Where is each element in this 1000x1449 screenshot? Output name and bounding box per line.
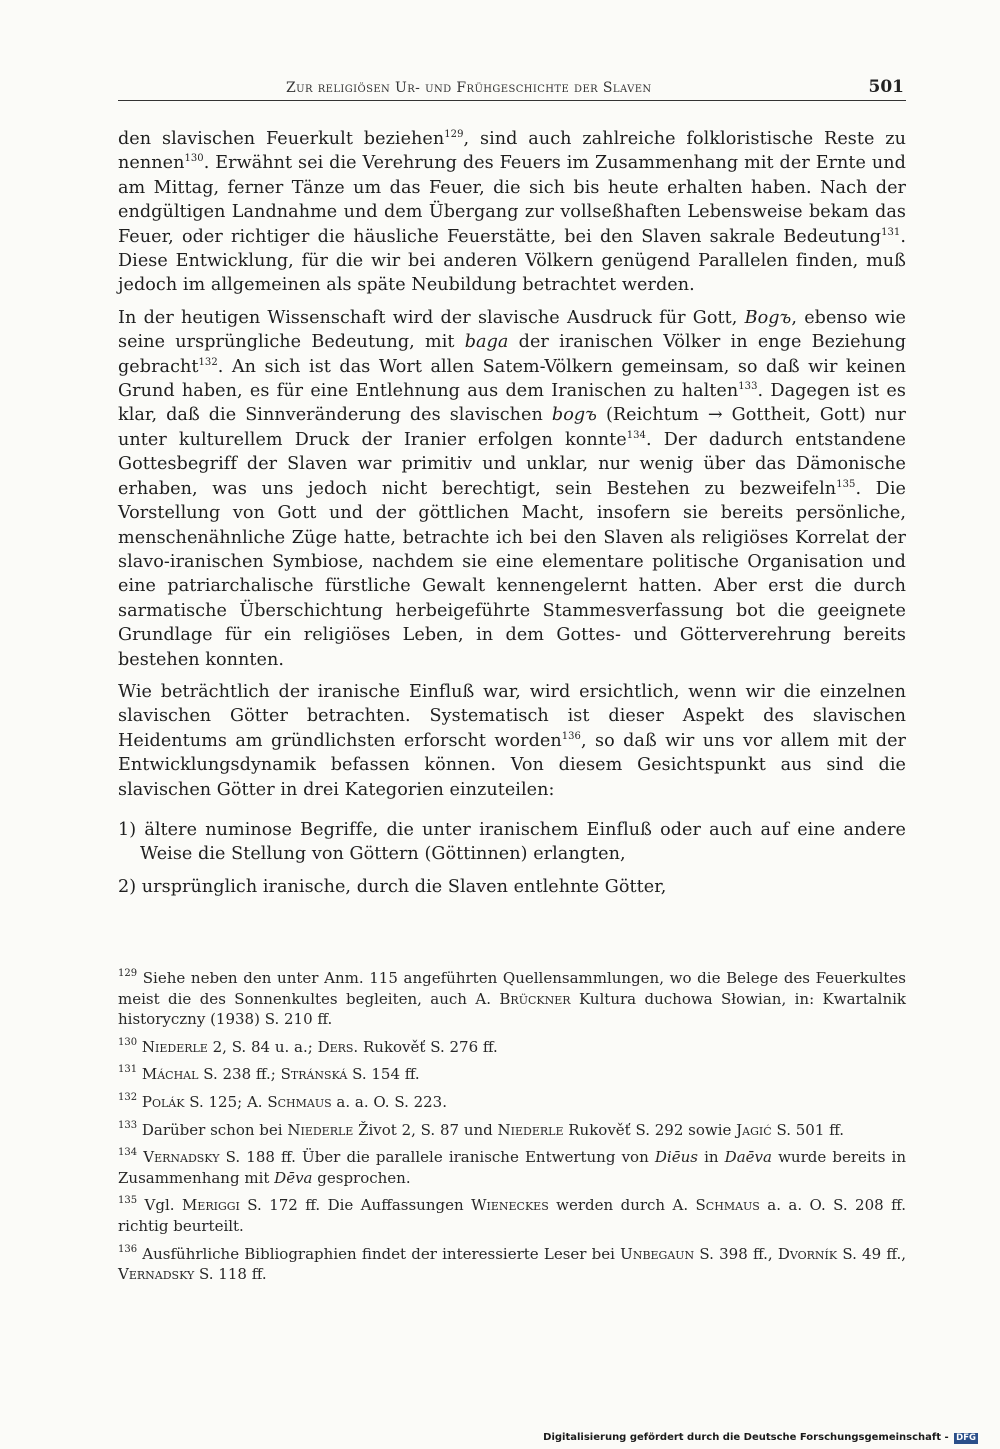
running-title: Zur religiösen Ur- und Frühgeschichte der Slaven (286, 80, 652, 96)
footnote-ref-133[interactable]: 133 (738, 381, 758, 393)
footnote-ref-136[interactable]: 136 (561, 730, 581, 742)
footnote-130: $^{130}$ Niederle 2, S. 84 u. a.; Ders. Rukověť S. 276 ff. (118, 1036, 498, 1056)
running-header (118, 74, 906, 101)
footnotes (118, 968, 906, 1292)
digitization-credit (543, 1432, 978, 1444)
footnote-ref-131[interactable]: 131 (881, 226, 901, 238)
footnote-136: $^{136}$ Ausführliche Bibliographien findet der interessierte Leser bei Unbegaun S. 398 ff., Dvorník S. 49 ff., Vernadsky S. 118 ff. (118, 1243, 907, 1284)
main-text (118, 127, 906, 907)
footnote-132: $^{132}$ Polák S. 125; A. Schmaus a. a. O. S. 223. (118, 1091, 447, 1111)
list-item: 2) ursprünglich iranische, durch die Slaven entlehnte Götter, (118, 876, 667, 897)
footnote-129: $^{129}$ Siehe neben den unter Anm. 115 angeführten Quellensammlungen, wo die Belege des Feuerkultes meist die des Sonnenkultes begleiten, auch A. Brückner Kultura duchowa Słowian, in: Kwartalnik historyczny (1938) S. 210 ff. (118, 968, 907, 1029)
footnote-ref-135[interactable]: 135 (836, 478, 856, 490)
footnote-135: $^{135}$ Vgl. Meriggi S. 172 ff. Die Auffassungen Wieneckes werden durch A. Schmaus a. a. O. S. 208 ff. richtig beurteilt. (118, 1195, 906, 1235)
footnote-ref-130[interactable]: 130 (184, 153, 204, 165)
paragraph-3: Wie beträchtlich der iranische Einfluß war, wird ersichtlich, wenn wir die einzelnen slavischen Götter betrachten. Systematisch ist dieser Aspekt des slavischen Heidentums am gründlichsten erforscht worden$^{136}$, so daß wir uns vor allem mit der Entwicklungsdynamik befassen können. Von diesem Gesichtspunkt aus sind die slavischen Götter in drei Kategorien einzuteilen: (118, 681, 906, 800)
paragraph-2: In der heutigen Wissenschaft wird der slavische Ausdruck für Gott, Bogъ, ebenso wie seine ursprüngliche Bedeutung, mit baga der iranischen Völker in enge Beziehung gebracht$^{132}$. An sich ist das Wort allen Satem-Völkern gemeinsam, so daß wir keinen Grund haben, es für eine Entlehnung aus dem Iranischen zu halten$^{133}$. Dagegen ist es klar, daß die Sinnveränderung des slavischen bogъ (Reichtum → Gottheit, Gott) nur unter kulturellem Druck der Iranier erfolgen konnte$^{134}$. Der dadurch entstandene Gottesbegriff der Slaven war primitiv und unklar, nur wenig über das Dämonische erhaben, was uns jedoch nicht berechtigt, sein Bestehen zu bezweifeln$^{135}$. Die Vorstellung von Gott und der göttlichen Macht, insofern sie bereits persönliche, menschenähnliche Züge hatte, betrachte ich bei den Slaven als religiöses Korrelat der slavo-iranischen Symbiose, nachdem sie eine elementare politische Organisation und eine patriarchalische fürstliche Gewalt kennengelernt hatten. Aber erst die durch sarmatische Überschichtung herbeigeführte Stammesverfassung bot die geeignete Grundlage für ein religiöses Leben, in dem Gottes- und Götterverehrung bereits bestehen konnten. (118, 307, 907, 670)
footnote-ref-134[interactable]: 134 (626, 429, 646, 441)
footnote-131: $^{131}$ Máchal S. 238 ff.; Stránská S. 154 ff. (118, 1064, 420, 1084)
credit-text: Digitalisierung gefördert durch die Deutsche Forschungsgemeinschaft - (543, 1432, 949, 1443)
footnote-133: $^{133}$ Darüber schon bei Niederle Život 2, S. 87 und Niederle Rukověť S. 292 sowie Jagić S. 501 ff. (118, 1119, 845, 1139)
footnote-ref-132[interactable]: 132 (198, 356, 218, 368)
paragraph-1: den slavischen Feuerkult beziehen$^{129}$, sind auch zahlreiche folkloristische Reste zu nennen$^{130}$. Erwähnt sei die Verehrung des Feuers im Zusammenhang mit der Ernte und am Mittag, ferner Tänze um das Feuer, die sich bis heute erhalten haben. Nach der endgültigen Landnahme und dem Übergang zur vollseßhaften Lebensweise bekam das Feuer, oder richtiger die häusliche Feuerstätte, bei den Slaven sakrale Bedeutung$^{131}$. Diese Entwicklung, für die wir bei anderen Völkern genügend Parallelen finden, muß jedoch im allgemeinen als späte Neubildung betrachtet werden. (118, 129, 906, 296)
list-item: 1) ältere numinose Begriffe, die unter iranischem Einfluß oder auch auf eine andere Weise die Stellung von Göttern (Göttinnen) erlangten, (118, 819, 906, 865)
footnote-134: $^{134}$ Vernadsky S. 188 ff. Über die parallele iranische Entwertung von Diēus in Daēva wurde bereits in Zusammenhang mit Dēva gesprochen. (118, 1147, 906, 1187)
page-number: 501 (868, 77, 904, 97)
category-list (118, 818, 906, 899)
dfg-logo-icon: DFG (956, 1433, 976, 1443)
footnote-ref-129[interactable]: 129 (444, 129, 464, 140)
